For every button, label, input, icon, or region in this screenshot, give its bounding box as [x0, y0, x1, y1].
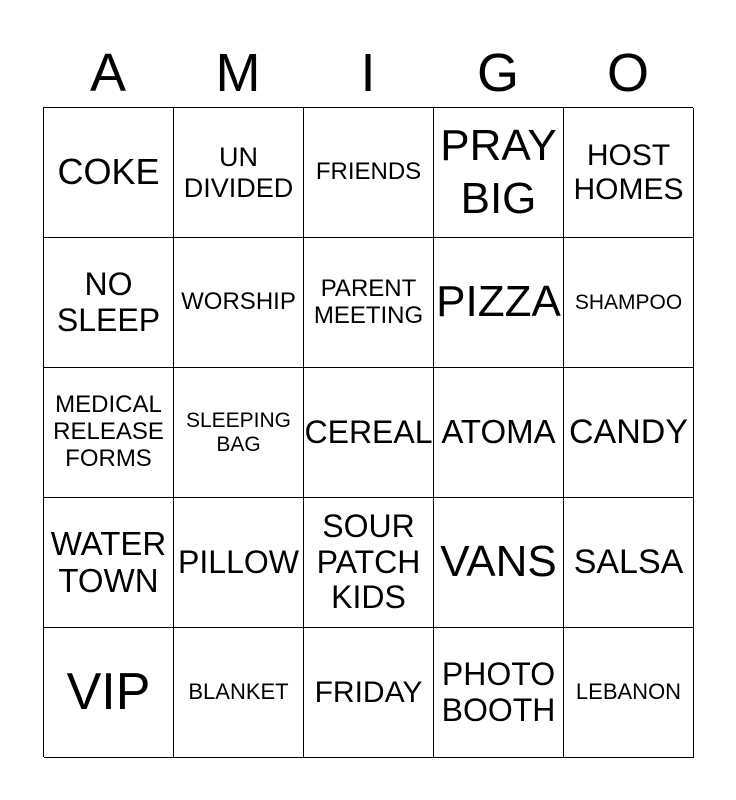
cell-text: NO SLEEP — [56, 265, 161, 338]
bingo-cell[interactable] — [304, 108, 434, 238]
cell-text: UN DIVIDED — [183, 142, 294, 203]
cell-text: SOUR PATCH KIDS — [316, 507, 421, 616]
cell-text: FRIDAY — [314, 675, 423, 709]
cell-text: PRAY BIG — [440, 120, 557, 223]
cell-text: LEBANON — [575, 679, 682, 705]
cell-text: CANDY — [568, 413, 689, 452]
bingo-cell[interactable] — [44, 498, 174, 628]
bingo-cell[interactable] — [174, 498, 304, 628]
bingo-grid — [43, 107, 693, 757]
cell-text: PIZZA — [436, 277, 561, 327]
bingo-cell[interactable] — [174, 238, 304, 368]
bingo-header — [43, 38, 693, 108]
bingo-cell[interactable] — [44, 628, 174, 758]
cell-text: COKE — [57, 151, 160, 193]
cell-text: FRIENDS — [315, 158, 422, 186]
cell-text: HOST HOMES — [573, 138, 684, 206]
cell-text: BLANKET — [188, 679, 289, 705]
bingo-cell[interactable] — [174, 628, 304, 758]
cell-text: PILLOW — [178, 543, 299, 580]
cell-text: ATOMA — [441, 413, 556, 451]
bingo-cell[interactable] — [174, 368, 304, 498]
cell-text: VANS — [440, 537, 557, 587]
cell-text: PARENT MEETING — [313, 274, 424, 329]
bingo-cell[interactable] — [304, 368, 434, 498]
cell-text: VIP — [66, 663, 151, 722]
bingo-cell[interactable] — [304, 238, 434, 368]
bingo-cell[interactable] — [564, 628, 694, 758]
header-letter-g: G — [476, 43, 519, 103]
bingo-cell[interactable] — [564, 498, 694, 628]
bingo-cell[interactable] — [174, 108, 304, 238]
header-letter-a: A — [89, 43, 127, 103]
cell-text: WATER TOWN — [50, 524, 167, 599]
cell-text: WORSHIP — [181, 288, 296, 316]
bingo-cell[interactable] — [434, 498, 564, 628]
header-letter-i: I — [360, 43, 376, 103]
cell-text: PHOTO BOOTH — [441, 655, 556, 728]
bingo-cell[interactable] — [304, 628, 434, 758]
bingo-cell[interactable] — [564, 108, 694, 238]
bingo-cell[interactable] — [304, 498, 434, 628]
bingo-cell[interactable] — [434, 628, 564, 758]
bingo-cell[interactable] — [564, 238, 694, 368]
cell-text: SALSA — [573, 543, 684, 582]
cell-text: SLEEPING BAG — [185, 408, 292, 456]
bingo-cell[interactable] — [44, 238, 174, 368]
cell-text: SHAMPOO — [574, 290, 683, 314]
bingo-cell[interactable] — [434, 108, 564, 238]
bingo-cell[interactable] — [564, 368, 694, 498]
cell-text: CEREAL — [304, 413, 433, 450]
bingo-cell[interactable] — [434, 238, 564, 368]
bingo-cell[interactable] — [434, 368, 564, 498]
header-letter-m: M — [215, 43, 261, 103]
cell-text: MEDICAL RELEASE FORMS — [53, 391, 164, 472]
bingo-cell[interactable] — [44, 368, 174, 498]
header-letter-o: O — [606, 43, 649, 103]
bingo-cell[interactable] — [44, 108, 174, 238]
